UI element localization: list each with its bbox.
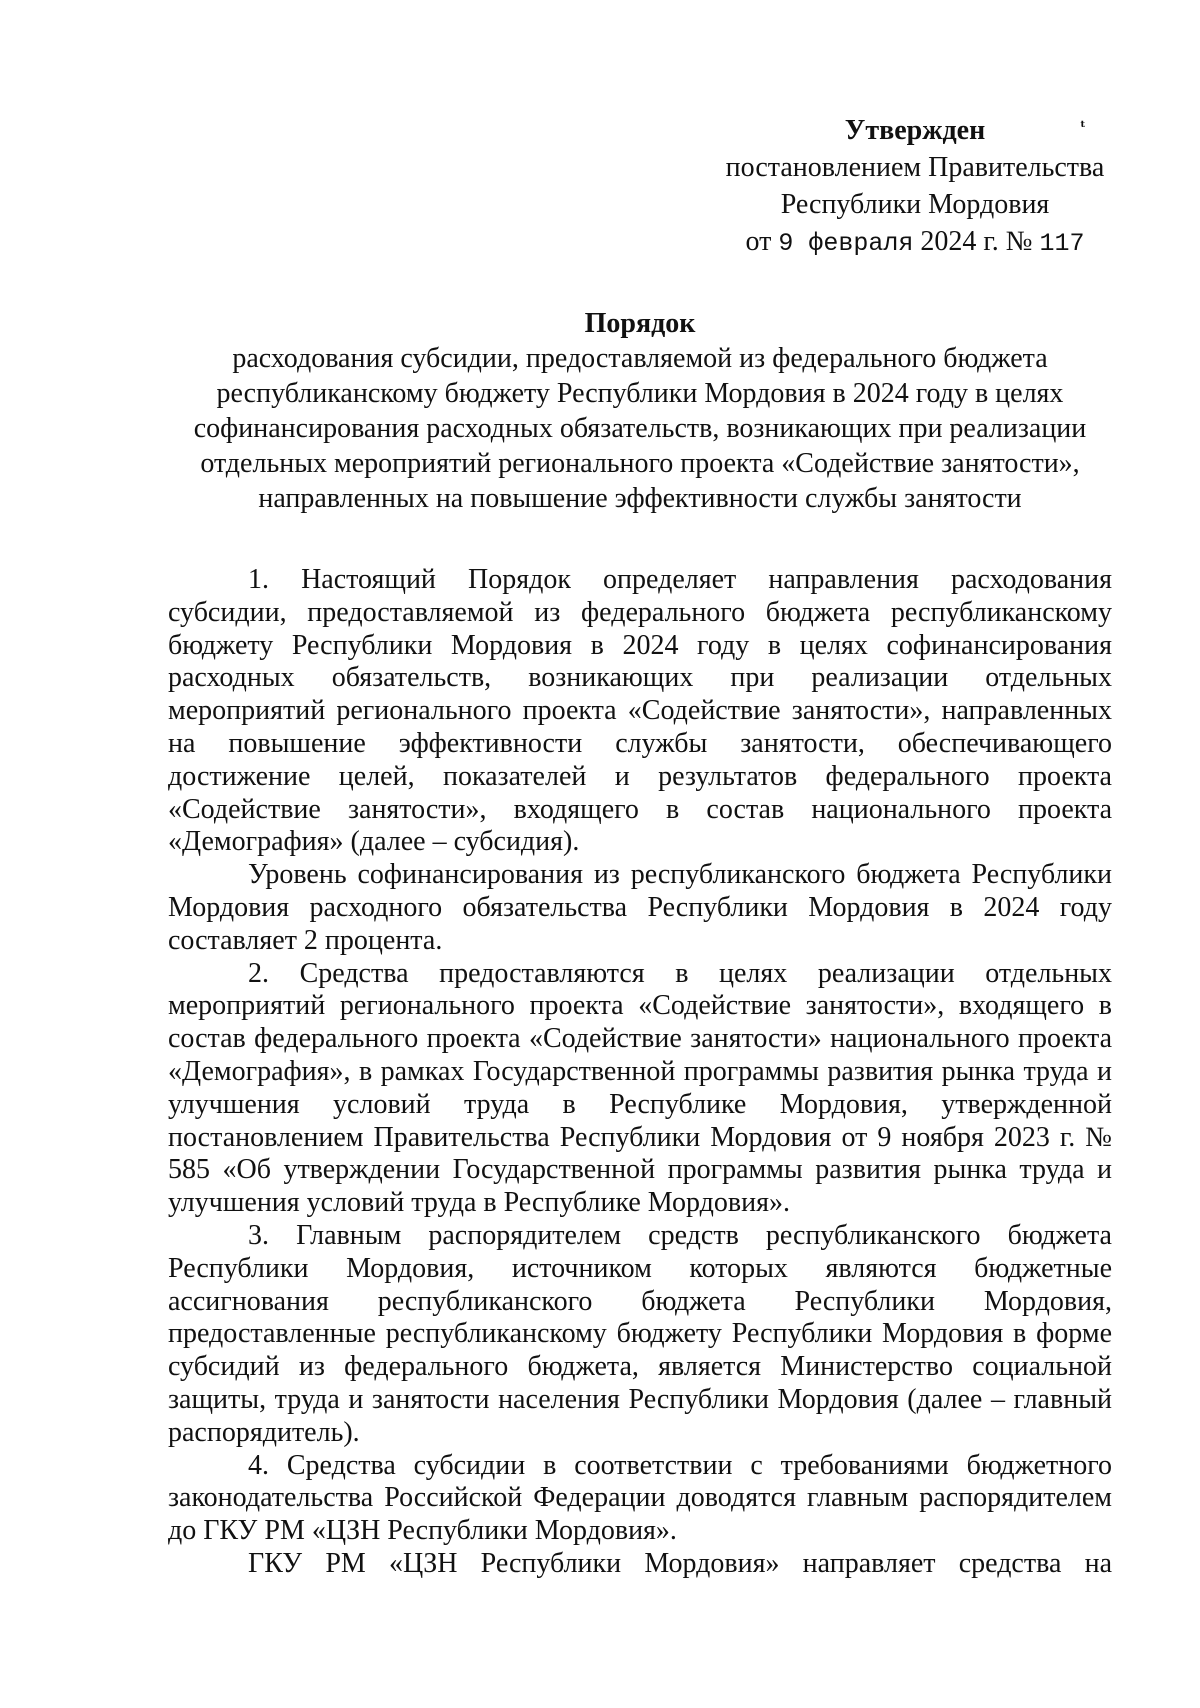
document-body (168, 564, 1112, 1581)
document-heading (160, 306, 1120, 516)
heading-line: отдельных мероприятий регионального проекта «Содействие занятости», (200, 448, 1080, 479)
date-handwritten: 9 февраля (778, 229, 914, 258)
approval-block (700, 112, 1130, 262)
paragraph-gku: ГКУ РМ «ЦЗН Республики Мордовия» направляет средства на (248, 1547, 1112, 1579)
paragraph-3: 3. Главным распорядителем средств республиканского бюджета Республики Мордовия, источником которых являются бюджетные ассигнования республиканского бюджета Республики Мордовия, предоставленные республиканскому бюджету Республики Мордовия в форме субсидий из федерального бюджета, является Министерство социальной защиты, труда и занятости населения Республики Мордовия (далее – главный распорядитель). (168, 1219, 1112, 1448)
approval-date-line (700, 223, 1130, 262)
paragraph-1: 1. Настоящий Порядок определяет направления расходования субсидии, предоставляемой из федерального бюджета республиканскому бюджету Республики Мордовия в 2024 году в целях софинансирования расходных обязательств, возникающих при реализации отдельных мероприятий регионального проекта «Содействие занятости», направленных на повышение эффективности службы занятости, обеспечивающего достижение целей, показателей и результатов федерального проекта «Содействие занятости», входящего в состав национального проекта «Демография» (далее – субсидия). (168, 564, 1112, 858)
heading-line: расходования субсидии, предоставляемой из федерального бюджета (232, 343, 1048, 374)
heading-line: направленных на повышение эффективности службы занятости (258, 483, 1022, 514)
heading-title: Порядок (584, 308, 696, 339)
decree-number: 117 (1039, 229, 1085, 258)
heading-line: республиканскому бюджету Республики Мордовия в 2024 году в целях (216, 378, 1064, 409)
stray-mark: ₜ (1080, 114, 1086, 131)
approval-title: Утвержден (844, 115, 986, 146)
date-year: 2024 г. № (920, 226, 1033, 257)
approval-line-2: Республики Мордовия (780, 189, 1050, 220)
heading-line: софинансирования расходных обязательств, возникающих при реализации (193, 413, 1087, 444)
approval-line-1: постановлением Правительства (725, 152, 1105, 183)
paragraph-cofinancing: Уровень софинансирования из республиканского бюджета Республики Мордовия расходного обязательства Республики Мордовия в 2024 году составляет 2 процента. (168, 859, 1112, 956)
paragraph-4: 4. Средства субсидии в соответствии с требованиями бюджетного законодательства Российской Федерации доводятся главным распорядителем до ГКУ РМ «ЦЗН Республики Мордовия». (168, 1449, 1112, 1547)
date-prefix: от (745, 226, 772, 257)
paragraph-2: 2. Средства предоставляются в целях реализации отдельных мероприятий регионального проекта «Содействие занятости», входящего в состав федерального проекта «Содействие занятости» национального проекта «Демография», в рамках Государственной программы развития рынка труда и улучшения условий труда в Республике Мордовия, утвержденной постановлением Правительства Республики Мордовия от 9 ноября 2023 г. № 585 «Об утверждении Государственной программы развития рынка труда и улучшения условий труда в Республике Мордовия». (168, 957, 1112, 1219)
